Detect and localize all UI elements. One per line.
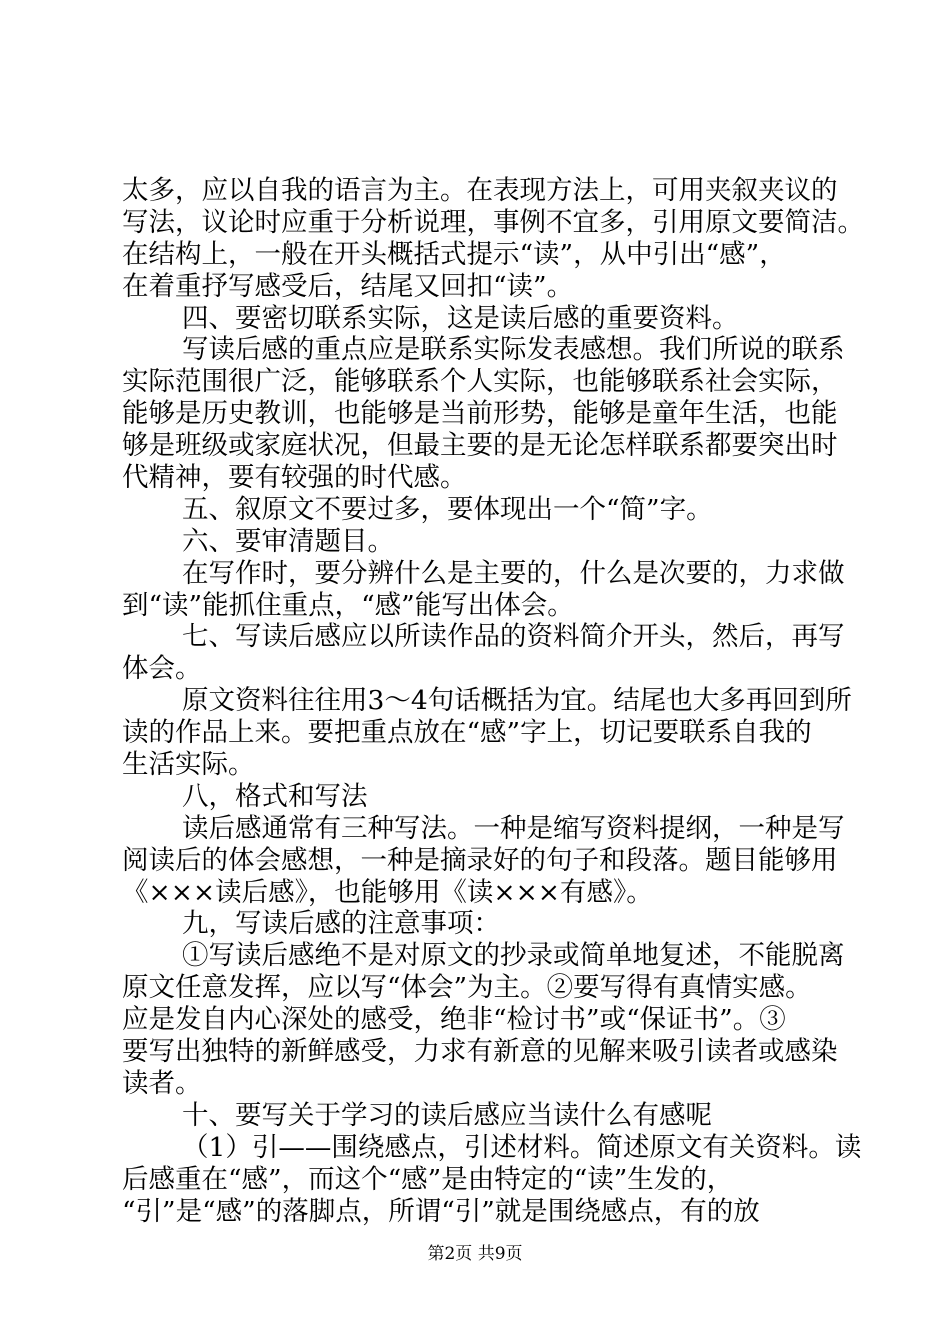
text-line: 要写出独特的新鲜感受，力求有新意的见解来吸引读者或感染 — [122, 1036, 838, 1068]
text-line: 够是班级或家庭状况，但最主要的是无论怎样联系都要突出时 — [122, 430, 838, 462]
text-line: 实际范围很广泛，能够联系个人实际，也能够联系社会实际， — [122, 366, 838, 398]
text-line: 在着重抒写感受后，结尾又回扣“读”。 — [122, 270, 574, 302]
text-line: “引”是“感”的落脚点，所谓“引”就是围绕感点，有的放 — [122, 1195, 760, 1227]
section-heading: 四、要密切联系实际，这是读后感的重要资料。 — [182, 302, 739, 334]
text-line: 写法，议论时应重于分析说理，事例不宜多，引用原文要简洁。 — [122, 206, 864, 238]
text-line: 写读后感的重点应是联系实际发表感想。我们所说的联系 — [182, 334, 845, 366]
text-line: 《×××读后感》，也能够用《读×××有感》。 — [122, 876, 653, 908]
text-line: 读后感通常有三种写法。一种是缩写资料提纲，一种是写 — [182, 812, 845, 844]
text-line: 后感重在“感”，而这个“感”是由特定的“读”生发的， — [122, 1163, 734, 1195]
text-line: 能够是历史教训，也能够是当前形势，能够是童年生活，也能 — [122, 398, 838, 430]
section-heading: 九，写读后感的注意事项： — [182, 908, 500, 940]
section-heading: 七、写读后感应以所读作品的资料简介开头，然后，再写 — [182, 621, 845, 653]
text-line: 太多，应以自我的语言为主。在表现方法上，可用夹叙夹议的 — [122, 175, 838, 206]
section-heading: 六、要审清题目。 — [182, 525, 394, 557]
section-heading: 五、叙原文不要过多，要体现出一个“简”字。 — [182, 493, 713, 525]
text-line: （1）引——围绕感点，引述材料。简述原文有关资料。读 — [182, 1131, 862, 1163]
text-line: 代精神，要有较强的时代感。 — [122, 462, 467, 494]
section-heading: 十、要写关于学习的读后感应当读什么有感呢 — [182, 1099, 712, 1131]
text-line: 原文任意发挥，应以写“体会”为主。②要写得有真情实感。 — [122, 972, 812, 1004]
text-line: ①写读后感绝不是对原文的抄录或简单地复述，不能脱离 — [182, 940, 845, 972]
text-line: 到“读”能抓住重点，“感”能写出体会。 — [122, 589, 574, 621]
text-line: 应是发自内心深处的感受，绝非“检讨书”或“保证书”。③ — [122, 1004, 786, 1036]
text-line: 在写作时，要分辨什么是主要的，什么是次要的，力求做 — [182, 557, 845, 589]
text-line: 阅读后的体会感想，一种是摘录好的句子和段落。题目能够用 — [122, 844, 838, 876]
text-line: 读的作品上来。要把重点放在“感”字上，切记要联系自我的 — [122, 717, 812, 749]
text-line: 体会。 — [122, 653, 202, 685]
text-line: 原文资料往往用3～4句话概括为宜。结尾也大多再回到所 — [182, 685, 852, 717]
section-heading: 八，格式和写法 — [182, 780, 368, 812]
page-footer: 第2页 共9页 — [427, 1244, 523, 1264]
text-line: 在结构上，一般在开头概括式提示“读”，从中引出“感”， — [122, 238, 786, 270]
text-line: 生活实际。 — [122, 749, 255, 781]
body-text — [122, 175, 864, 1227]
text-line: 读者。 — [122, 1067, 202, 1099]
